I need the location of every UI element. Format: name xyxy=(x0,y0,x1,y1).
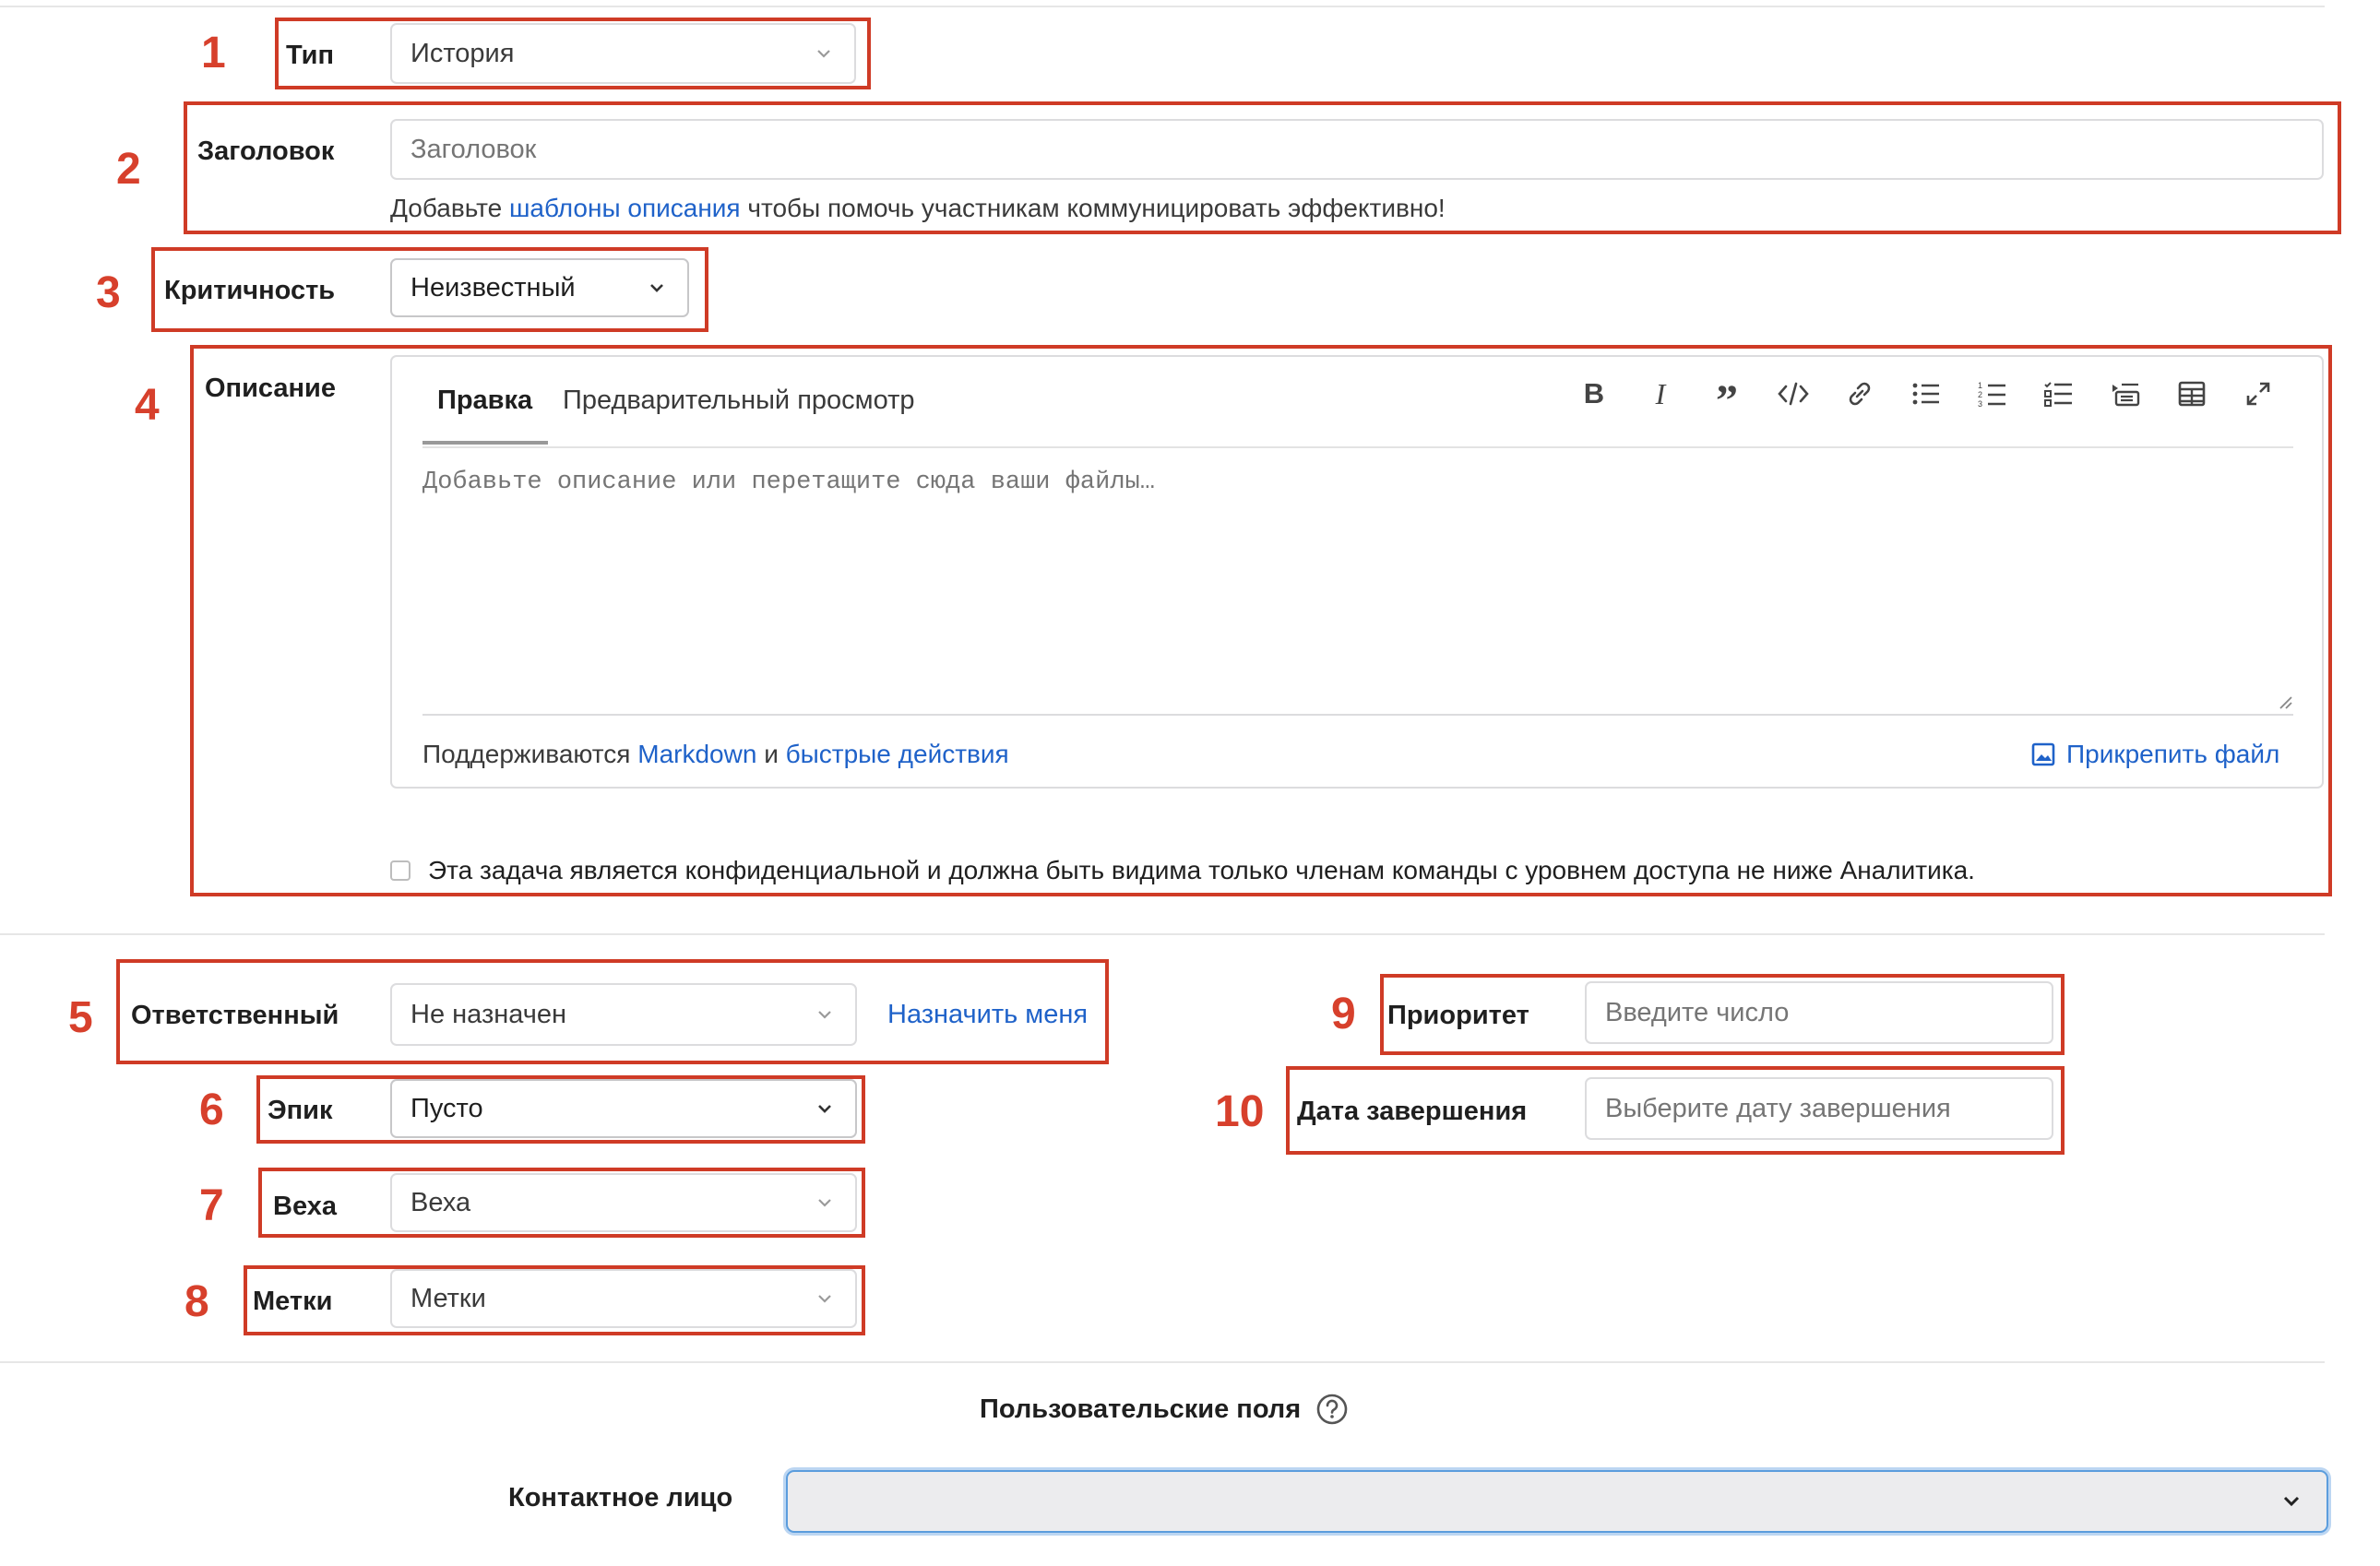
description-label: Описание xyxy=(205,374,336,403)
tab-edit[interactable]: Правка xyxy=(437,386,533,415)
annotation-number-8: 8 xyxy=(184,1277,209,1326)
quote-icon[interactable]: ” xyxy=(1716,376,1738,425)
due-date-label: Дата завершения xyxy=(1297,1097,1528,1126)
labels-value: Метки xyxy=(411,1283,486,1313)
description-templates-link[interactable]: шаблоны описания xyxy=(508,194,741,222)
svg-text:1: 1 xyxy=(1978,381,1983,390)
bold-icon[interactable]: B xyxy=(1583,377,1605,409)
title-hint-text: Добавьте xyxy=(390,194,503,222)
assignee-label: Ответственный xyxy=(131,1001,339,1030)
annotation-number-9: 9 xyxy=(1331,990,1356,1038)
due-date-input[interactable] xyxy=(1585,1077,2053,1140)
link-icon[interactable] xyxy=(1839,374,1880,414)
chevron-down-icon xyxy=(816,1009,833,1020)
fullscreen-icon[interactable] xyxy=(2238,374,2279,414)
tab-preview[interactable]: Предварительный просмотр xyxy=(563,386,915,415)
severity-value: Неизвестный xyxy=(411,272,576,303)
top-divider xyxy=(0,6,2325,7)
epic-label: Эпик xyxy=(268,1096,333,1125)
editor-footer-divider xyxy=(422,714,2293,716)
quick-actions-link[interactable]: быстрые действия xyxy=(785,740,1009,768)
chevron-down-icon xyxy=(816,1103,833,1114)
markdown-note-and: и xyxy=(764,740,779,768)
description-textarea[interactable] xyxy=(422,459,2293,712)
confidential-checkbox[interactable] xyxy=(390,860,411,881)
type-label: Тип xyxy=(286,41,334,70)
annotation-number-3: 3 xyxy=(96,268,121,317)
italic-icon[interactable]: I xyxy=(1655,376,1666,410)
title-hint xyxy=(390,194,1446,223)
svg-text:2: 2 xyxy=(1978,390,1983,399)
attach-file-button[interactable] xyxy=(2031,740,2279,769)
title-input[interactable] xyxy=(390,119,2324,180)
priority-label: Приоритет xyxy=(1387,1001,1529,1030)
milestone-select[interactable] xyxy=(390,1173,857,1232)
task-list-icon[interactable] xyxy=(2039,374,2079,414)
chevron-down-icon xyxy=(816,1293,833,1304)
svg-text:3: 3 xyxy=(1978,399,1983,408)
severity-dropdown[interactable] xyxy=(390,258,689,317)
tab-edit-underline xyxy=(422,441,548,445)
type-select-value: История xyxy=(411,38,515,68)
attach-file-label: Прикрепить файл xyxy=(2066,740,2280,768)
labels-select[interactable] xyxy=(390,1269,857,1328)
annotation-number-1: 1 xyxy=(201,29,226,77)
confidential-label: Эта задача является конфиденциальной и должна быть видима только членам команды с уровнем доступа не ниже Аналитика. xyxy=(428,856,1975,884)
epic-dropdown[interactable] xyxy=(390,1079,857,1138)
type-select[interactable] xyxy=(390,23,856,84)
custom-fields-title: Пользовательские поля xyxy=(980,1394,1302,1424)
assignee-select[interactable] xyxy=(390,983,857,1046)
editor-tab-divider xyxy=(422,446,2293,448)
severity-label: Критичность xyxy=(164,276,336,305)
chevron-down-icon xyxy=(815,48,832,59)
markdown-support-note xyxy=(422,740,1009,769)
annotation-number-5: 5 xyxy=(68,993,93,1042)
annotation-number-10: 10 xyxy=(1215,1087,1265,1136)
collapsible-icon[interactable] xyxy=(2105,374,2146,414)
assign-me-link[interactable]: Назначить меня xyxy=(887,1000,1089,1029)
bullet-list-icon[interactable] xyxy=(1906,374,1946,414)
epic-value: Пусто xyxy=(411,1093,483,1123)
custom-fields-heading xyxy=(980,1393,1349,1426)
markdown-note-prefix: Поддерживаются xyxy=(422,740,631,768)
custom-fields-divider xyxy=(0,1361,2325,1363)
table-icon[interactable] xyxy=(2172,374,2212,414)
code-icon[interactable] xyxy=(1773,374,1814,414)
image-icon xyxy=(2031,742,2055,766)
annotation-number-4: 4 xyxy=(135,381,160,430)
assignee-value: Не назначен xyxy=(411,999,567,1029)
annotation-number-2: 2 xyxy=(116,145,141,194)
priority-input[interactable] xyxy=(1585,981,2053,1044)
contact-person-label: Контактное лицо xyxy=(508,1483,733,1513)
milestone-value: Веха xyxy=(411,1187,471,1217)
title-label: Заголовок xyxy=(197,136,335,166)
numbered-list-icon[interactable] xyxy=(1972,374,2013,414)
milestone-label: Веха xyxy=(273,1192,337,1221)
chevron-down-icon xyxy=(816,1197,833,1208)
resize-handle-icon[interactable] xyxy=(2277,694,2293,710)
contact-person-select[interactable] xyxy=(786,1470,2328,1533)
chevron-down-icon xyxy=(649,282,665,293)
help-icon[interactable] xyxy=(1315,1393,1349,1426)
labels-label: Метки xyxy=(253,1287,333,1316)
title-hint-text-after: чтобы помочь участникам коммуницировать эффективно! xyxy=(747,194,1446,222)
chevron-down-icon xyxy=(2282,1496,2301,1507)
section-divider xyxy=(0,933,2325,935)
annotation-number-6: 6 xyxy=(199,1086,224,1134)
annotation-number-7: 7 xyxy=(199,1181,224,1230)
markdown-link[interactable]: Markdown xyxy=(637,740,757,768)
